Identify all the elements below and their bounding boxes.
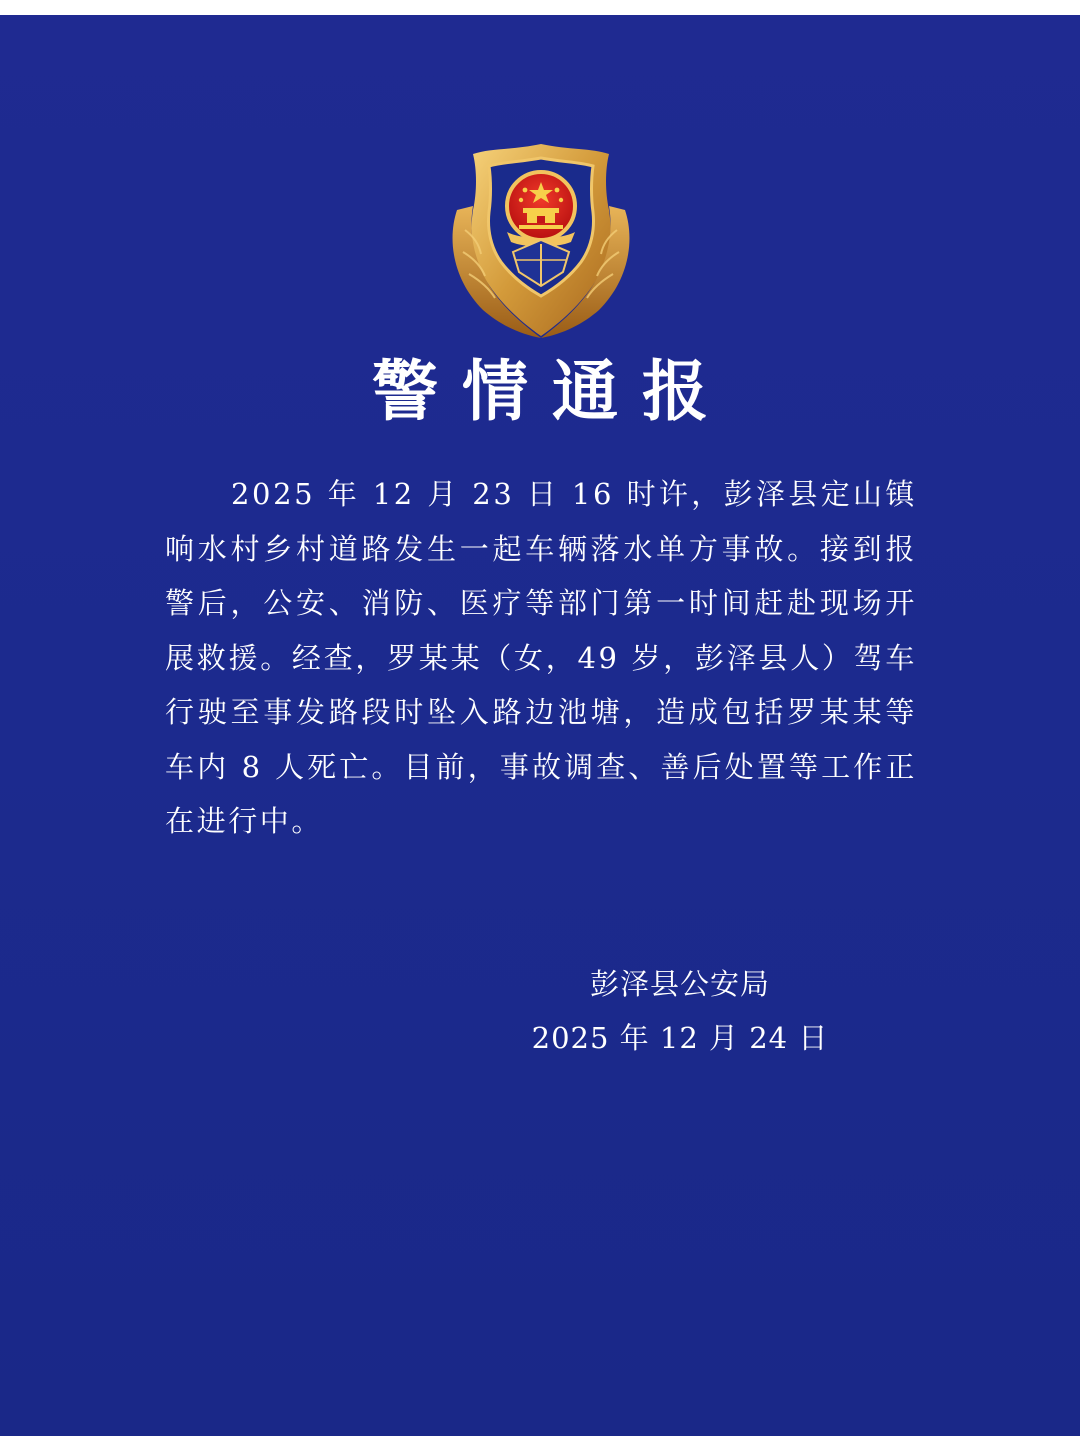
- police-notice: [0, 15, 1080, 1436]
- police-emblem-icon: [443, 140, 639, 340]
- notice-title: 警情通报: [372, 352, 732, 430]
- issuing-organization: 彭泽县公安局: [589, 967, 770, 1001]
- issue-date: 2025 年 12 月 24 日: [531, 1021, 829, 1055]
- signature-block: [520, 957, 840, 1065]
- watermark: [930, 1403, 1070, 1436]
- notice-body: 2025 年 12 月 23 日 16 时许，彭泽县定山镇响水村乡村道路发生一起车辆落水单方事故。接到报警后，公安、消防、医疗等部门第一时间赶赴现场开展救援。经查，罗某某（女，49 岁，彭泽县人）驾车行驶至事发路段时坠入路边池塘，造成包括罗某某等车内 8 人死亡。目前，事故调查、善后处置等工作正在进行中。: [165, 477, 917, 838]
